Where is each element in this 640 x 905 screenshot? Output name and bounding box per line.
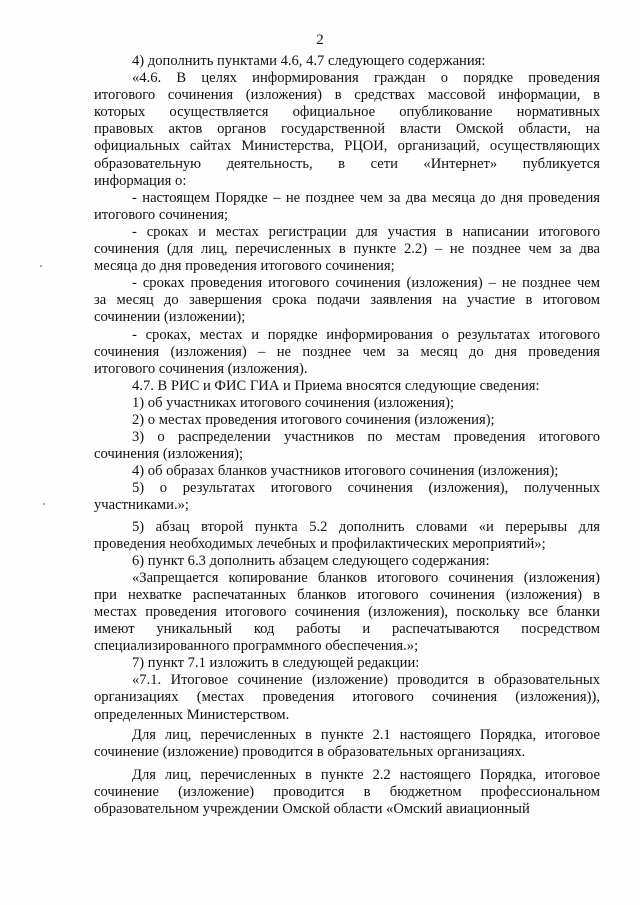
text-line: образовательном учреждении Омской области «Омский авиационный [94, 801, 530, 818]
paragraph-p3 [94, 190, 600, 224]
paragraph-p14 [94, 553, 600, 570]
text-line: Для лиц, перечисленных в пункте 2.1 настоящего Порядка, итоговое [132, 726, 600, 743]
paragraph-p6 [94, 327, 600, 378]
text-line: образовательную деятельность, в сети «Интернет» публикуется [94, 155, 600, 172]
paragraph-p1 [94, 53, 600, 70]
page-number: 2 [316, 32, 324, 48]
text-line: - сроках, местах и порядке информирования о результатах итогового [132, 326, 600, 343]
paragraph-p5 [94, 275, 600, 326]
text-line: за месяц до завершения срока подачи заявления на участие в итоговом [94, 292, 600, 309]
text-line: сочинения (изложения) – не позднее чем за месяц до дня проведения [94, 343, 600, 360]
text-line: 5) абзац второй пункта 5.2 дополнить словами «и перерывы для [132, 518, 600, 535]
text-line: 4) об образах бланков участников итогового сочинения (изложения); [132, 463, 559, 480]
text-line: определенных Министерством. [94, 706, 290, 723]
text-line: 6) пункт 6.3 дополнить абзацем следующего содержания: [132, 552, 490, 569]
text-line: сочинения (для лиц, перечисленных в пункте 2.2) – не позднее чем за два [94, 241, 600, 258]
text-line: 4) дополнить пунктами 4.6, 4.7 следующего содержания: [132, 53, 486, 69]
text-line: - настоящем Порядке – не позднее чем за два месяца до дня проведения [132, 189, 600, 206]
text-line: Для лиц, перечисленных в пункте 2.2 настоящего Порядка, итоговое [132, 766, 600, 783]
text-line: 2) о местах проведения итогового сочинения (изложения); [132, 411, 495, 428]
text-line: официальных сайтах Министерства, РЦОИ, организаций, осуществляющих [94, 138, 600, 155]
text-line: организациях (местах проведения итогового сочинения (изложения)), [94, 689, 600, 706]
text-line: 3) о распределении участников по местам проведения итогового [132, 429, 600, 446]
document-body [94, 53, 600, 818]
paragraph-p10 [94, 429, 600, 463]
scan-speck [40, 265, 42, 267]
text-line: итогового сочинения (изложения). [94, 360, 308, 377]
text-line: сочинение (изложение) проводится в образовательных организациях. [94, 743, 526, 760]
text-line: 5) о результатах итогового сочинения (изложения), полученных [132, 480, 600, 497]
paragraph-p18 [94, 727, 600, 761]
paragraph-p7 [94, 378, 600, 395]
text-line: имеют уникальный код работы и распечатываются посредством [94, 621, 600, 638]
text-line: «Запрещается копирование бланков итогового сочинения (изложения) [132, 569, 600, 586]
text-line: месяца до дня проведения итогового сочинения; [94, 258, 395, 275]
text-line: при нехватке распечатанных бланков итогового сочинения (изложения) в [94, 586, 600, 603]
scan-speck [43, 503, 45, 505]
text-line: которых осуществляется официальное опубликование нормативных [94, 104, 600, 121]
text-line: 1) об участниках итогового сочинения (изложения); [132, 394, 455, 411]
paragraph-p4 [94, 224, 600, 275]
paragraph-p16 [94, 655, 600, 672]
text-line: проведения необходимых лечебных и профилактических мероприятий»; [94, 535, 546, 552]
paragraph-p15 [94, 570, 600, 655]
text-line: сочинения (изложения); [94, 446, 244, 463]
text-line: информация о: [94, 172, 187, 189]
paragraph-p17 [94, 672, 600, 723]
text-line: сочинении (изложении); [94, 309, 246, 326]
text-line: участниками.»; [94, 497, 189, 514]
paragraph-p9 [94, 412, 600, 429]
text-line: 4.7. В РИС и ФИС ГИА и Приема вносятся следующие сведения: [132, 377, 540, 394]
text-line: местах проведения итогового сочинения (изложения), поскольку все бланки [94, 604, 600, 620]
paragraph-p11 [94, 463, 600, 480]
paragraph-p2 [94, 70, 600, 190]
text-line: итогового сочинения (изложения) в средствах массовой информации, в [94, 87, 600, 104]
paragraph-p13 [94, 519, 600, 553]
text-line: сочинение (изложение) проводится в бюджетном профессиональном [94, 783, 600, 800]
paragraph-p19 [94, 767, 600, 818]
text-line: 7) пункт 7.1 изложить в следующей редакции: [132, 655, 420, 672]
text-line: - сроках проведения итогового сочинения (изложения) – не позднее чем [132, 275, 600, 292]
paragraph-p12 [94, 480, 600, 514]
text-line: «7.1. Итоговое сочинение (изложение) проводится в образовательных [132, 672, 600, 689]
text-line: - сроках и местах регистрации для участия в написании итогового [132, 223, 600, 240]
text-line: правовых актов органов государственной власти Омской области, на [94, 121, 600, 138]
text-line: итогового сочинения; [94, 206, 229, 223]
text-line: специализированного программного обеспечения.»; [94, 638, 419, 655]
text-line: «4.6. В целях информирования граждан о порядке проведения [132, 70, 600, 87]
paragraph-p8 [94, 395, 600, 412]
